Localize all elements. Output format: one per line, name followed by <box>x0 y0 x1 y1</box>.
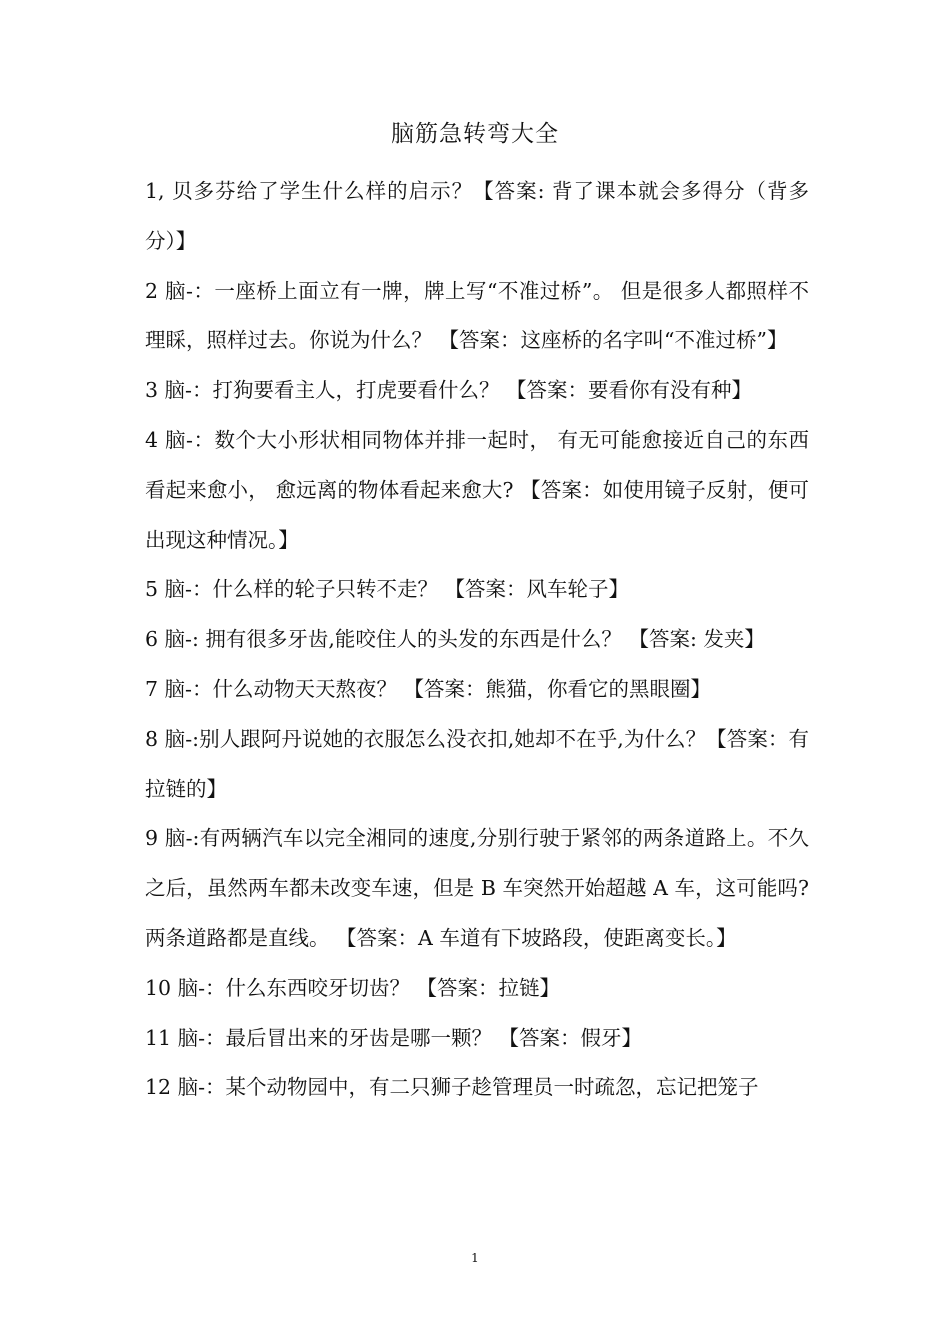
list-item: 9 脑-:有两辆汽车以完全湘同的速度,分别行驶于紧邻的两条道路上。不久之后，虽然两车都未改变车速，但是 B 车突然开始超越 A 车，这可能吗?两条道路都是直线。 【答案：A 车道有下坡路段，使距离变长。】 <box>145 826 809 950</box>
list-item: 11 脑-：最后冒出来的牙齿是哪一颗？ 【答案：假牙】 <box>145 1025 643 1050</box>
list-item: 5 脑-：什么样的轮子只转不走？ 【答案：风车轮子】 <box>145 577 630 602</box>
list-item: 6 脑-: 拥有很多牙齿,能咬住人的头发的东西是什么？ 【答案: 发夹】 <box>145 627 765 652</box>
list-item: 4 脑-：数个大小形状相同物体并排一起时， 有无可能愈接近自己的东西看起来愈小， 愈远离的物体看起来愈大? 【答案：如使用镜子反射，便可出现这种情况。】 <box>145 427 809 552</box>
list-item: 2 脑-：一座桥上面立有一牌，牌上写“不准过桥”。 但是很多人都照样不理睬，照样过去。你说为什么？ 【答案：这座桥的名字叫“不准过桥”】 <box>145 278 809 353</box>
list-item: 12 脑-：某个动物园中，有二只狮子趁管理员一时疏忽，忘记把笼子 <box>145 1075 759 1100</box>
list-item: 1, 贝多芬给了学生什么样的启示？【答案: 背了课本就会多得分（背多分）】 <box>145 179 809 253</box>
document-body <box>145 167 809 1113</box>
page-title: 脑筋急转弯大全 <box>391 121 559 147</box>
page-number: 1 <box>471 1251 479 1265</box>
list-item: 10 脑-：什么东西咬牙切齿？ 【答案：拉链】 <box>145 975 561 1000</box>
list-item: 8 脑-:别人跟阿丹说她的衣服怎么没衣扣,她却不在乎,为什么？【答案：有拉链的】 <box>145 726 809 801</box>
list-item: 7 脑-：什么动物天天熬夜？ 【答案：熊猫，你看它的黑眼圈】 <box>145 676 712 701</box>
list-item: 3 脑-：打狗要看主人，打虎要看什么？ 【答案：要看你有没有种】 <box>145 378 753 403</box>
